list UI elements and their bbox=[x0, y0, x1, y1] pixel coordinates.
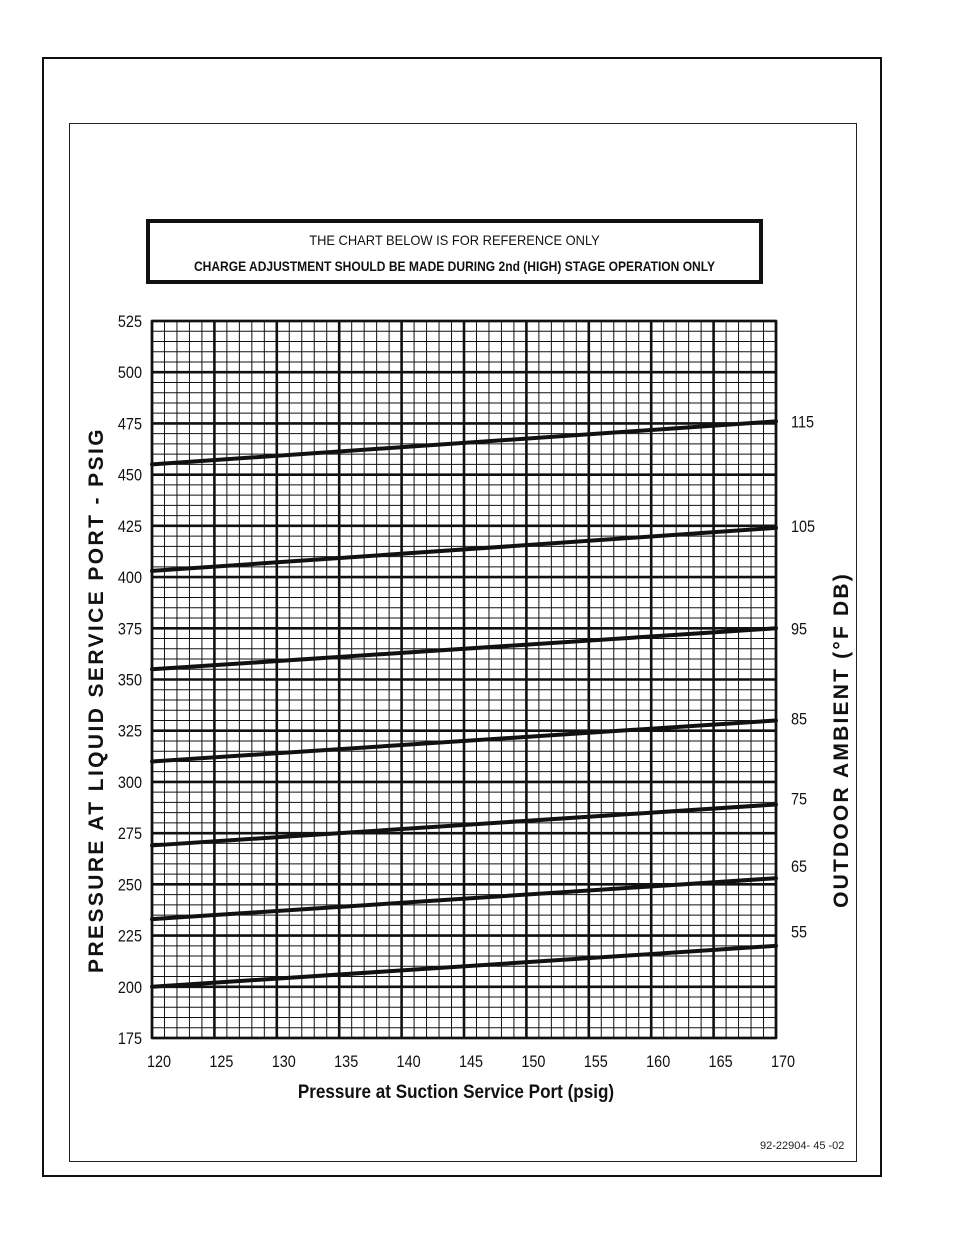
x-tick-label: 130 bbox=[271, 1052, 296, 1072]
series-labels bbox=[791, 413, 815, 941]
y-tick-label: 450 bbox=[117, 466, 142, 485]
y-tick-label: 375 bbox=[117, 620, 142, 639]
y-tick-label: 400 bbox=[117, 569, 142, 588]
x-tick-label: 155 bbox=[583, 1052, 608, 1072]
x-tick-label: 165 bbox=[708, 1052, 733, 1072]
series-label-105: 105 bbox=[791, 517, 816, 537]
series-label-55: 55 bbox=[791, 923, 808, 942]
x-tick-label: 120 bbox=[146, 1052, 172, 1072]
x-tick-label: 150 bbox=[521, 1052, 546, 1072]
y-tick-label: 225 bbox=[117, 927, 142, 946]
y-tick-label: 525 bbox=[117, 312, 142, 332]
x-axis-title: Pressure at Suction Service Port (psig) bbox=[297, 1081, 615, 1103]
y-tick-labels bbox=[118, 313, 142, 1048]
right-axis-title: OUTDOOR AMBIENT (°F DB) bbox=[830, 572, 853, 908]
y-tick-label: 275 bbox=[117, 825, 142, 844]
y-tick-label: 175 bbox=[117, 1029, 142, 1049]
x-tick-label: 140 bbox=[396, 1052, 421, 1072]
notice-line-charge-adjustment: CHARGE ADJUSTMENT SHOULD BE MADE DURING 2nd (HIGH) STAGE OPERATION ONLY bbox=[193, 258, 716, 274]
series-label-65: 65 bbox=[791, 857, 808, 877]
notice-line-reference: THE CHART BELOW IS FOR REFERENCE ONLY bbox=[309, 232, 600, 248]
x-tick-labels bbox=[147, 1053, 795, 1071]
series-label-115: 115 bbox=[791, 413, 815, 432]
x-tick-label: 125 bbox=[209, 1052, 234, 1072]
x-tick-label: 135 bbox=[334, 1052, 359, 1072]
y-tick-label: 300 bbox=[117, 773, 142, 793]
x-tick-label: 170 bbox=[770, 1052, 796, 1072]
series-label-95: 95 bbox=[791, 620, 808, 639]
x-tick-label: 145 bbox=[458, 1052, 484, 1072]
y-axis-title: PRESSURE AT LIQUID SERVICE PORT - PSIG bbox=[85, 427, 108, 973]
y-tick-label: 250 bbox=[117, 876, 142, 895]
series-label-85: 85 bbox=[791, 710, 808, 729]
document-code: 92-22904- 45 -02 bbox=[760, 1140, 845, 1152]
y-tick-label: 475 bbox=[117, 415, 142, 434]
series-label-75: 75 bbox=[791, 790, 808, 809]
y-tick-label: 325 bbox=[117, 722, 142, 742]
y-tick-label: 350 bbox=[117, 671, 142, 690]
x-tick-label: 160 bbox=[646, 1052, 671, 1072]
y-tick-label: 500 bbox=[117, 364, 142, 383]
y-tick-label: 200 bbox=[117, 978, 142, 998]
y-tick-label: 425 bbox=[117, 517, 142, 537]
